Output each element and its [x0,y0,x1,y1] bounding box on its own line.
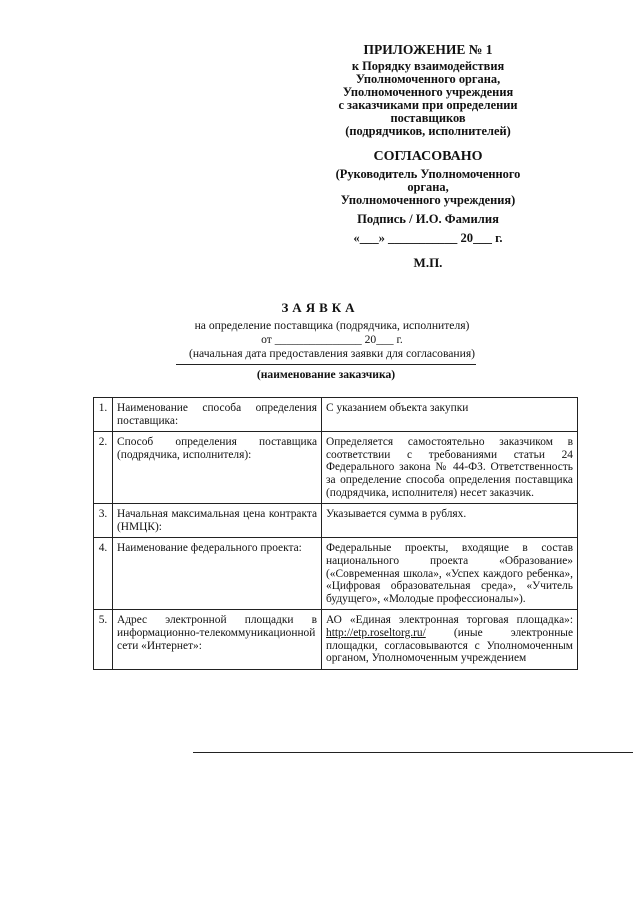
row-number: 1. [94,398,113,432]
order-line: к Порядку взаимодействия [351,59,505,73]
head-of-line: (Руководитель Уполномоченного [335,167,521,181]
request-title: ЗАЯВКА [281,300,359,315]
table-row [94,538,578,610]
row-name: Адрес электронной площадки в информационно-телекоммуникационной сети «Интернет»: [113,610,322,669]
row-value: С указанием объекта закупки [322,398,578,432]
request-from-date: от _______________ 20___ г. [261,333,403,346]
row-value: Указывается сумма в рублях. [322,504,578,538]
page-bottom-rule [193,752,633,753]
appendix-title: ПРИЛОЖЕНИЕ № 1 [363,42,493,57]
customer-name-line [176,364,476,365]
row-name: Способ определения поставщика (подрядчика, исполнителя): [113,432,322,504]
row-number: 2. [94,432,113,504]
signature-line: Подпись / И.О. Фамилия [357,212,499,226]
approved-label: СОГЛАСОВАНО [373,149,483,164]
order-line: Уполномоченного учреждения [342,85,514,99]
customer-label: (наименование заказчика) [256,368,396,381]
row-number: 5. [94,610,113,669]
row-name: Наименование федерального проекта: [113,538,322,610]
request-date-note: (начальная дата предоставления заявки для согласования) [188,347,476,360]
order-line: (подрядчиков, исполнителей) [345,124,511,138]
row-value [322,610,578,669]
row-number: 3. [94,504,113,538]
row-value: Определяется самостоятельно заказчиком в соответствии с требованиями статьи 24 Федерального закона № 44-ФЗ. Ответственность за определение способа определения поставщика (подрядчика, исполнителя) несет заказчик. [322,432,578,504]
platform-note: (иные электронные площадки, согласовываются с Уполномоченным органом, Уполномоченным учреждением [326,626,573,665]
table-row [94,398,578,432]
request-table [93,397,578,670]
order-line: Уполномоченного органа, [355,72,501,86]
table-row [94,504,578,538]
table-row [94,432,578,504]
approval-date-line: «___» ___________ 20___ г. [353,231,503,245]
request-subtitle: на определение поставщика (подрядчика, исполнителя) [194,319,470,332]
order-line: с заказчиками при определении [338,98,518,112]
stamp-placeholder: М.П. [413,255,443,270]
row-value: Федеральные проекты, входящие в состав национального проекта «Образование» («Современная школа», «Успех каждого ребенка», «Цифровая образовательная среда», «Учитель будущего», «Молодые профессионалы»). [322,538,578,610]
table-row [94,610,578,669]
platform-name: АО «Единая электронная торговая площадка»: [326,614,573,627]
row-name: Начальная максимальная цена контракта (НМЦК): [113,504,322,538]
row-number: 4. [94,538,113,610]
head-of-line: Уполномоченного учреждения) [340,193,516,207]
platform-link[interactable]: http://etp.roseltorg.ru/ [326,626,426,639]
row-name: Наименование способа определения поставщика: [113,398,322,432]
approval-header [310,43,546,269]
order-line: поставщиков [390,111,466,125]
head-of-line: органа, [407,180,449,194]
